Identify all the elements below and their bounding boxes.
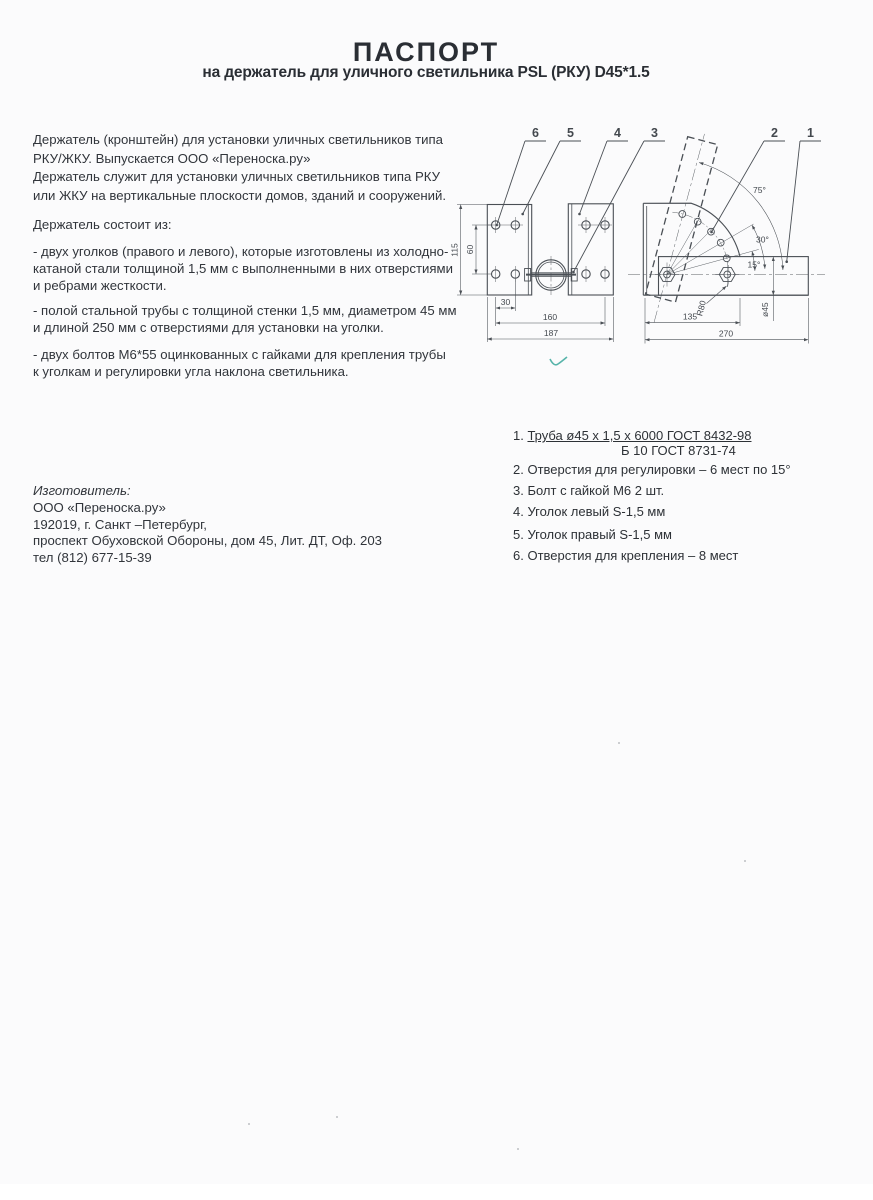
tube-tilted-dashed — [646, 134, 718, 322]
adjustment-holes — [679, 211, 730, 262]
callouts — [495, 126, 821, 273]
scan-speck — [618, 742, 620, 744]
page-subtitle: на держатель для уличного светильника PSL (РКУ) D45*1.5 — [202, 64, 650, 81]
manufacturer-label: Изготовитель: — [33, 483, 131, 498]
manufacturer-block — [33, 500, 382, 566]
manufacturer-line: тел (812) 677-15-39 — [33, 549, 152, 565]
scan-speck — [744, 860, 746, 862]
scan-speck — [248, 1123, 250, 1125]
bullet-bolts — [33, 347, 446, 381]
drawing-left-view — [450, 204, 613, 342]
intro-line: Держатель (кронштейн) для установки уличных светильников типа — [33, 132, 444, 147]
dim-187: 187 — [543, 328, 559, 338]
dim-270: 270 — [718, 328, 734, 339]
dim-135: 135 — [682, 311, 698, 322]
callout-1: 1 — [807, 126, 814, 140]
side-plate-outline — [643, 203, 740, 256]
intro-paragraph — [33, 131, 446, 205]
drawing-side-view — [628, 134, 825, 344]
bullet-line: к уголкам и регулировки угла наклона светильника. — [33, 363, 349, 379]
technical-drawing — [450, 115, 860, 365]
intro-line: или ЖКУ на вертикальные плоскости домов, зданий и сооружений. — [33, 187, 447, 203]
parts-item-4: 4. Уголок левый S-1,5 мм — [513, 504, 666, 519]
manufacturer-line: 192019, г. Санкт –Петербург, — [33, 516, 207, 532]
angle-rays — [667, 217, 759, 275]
intro-line: Держатель служит для установки уличных светильников типа РКУ — [33, 169, 440, 185]
manufacturer-line: ООО «Переноска.ру» — [33, 500, 166, 515]
page-title: ПАСПОРТ — [352, 37, 500, 67]
consists-heading: Держатель состоит из: — [33, 217, 172, 232]
callout-4: 4 — [614, 126, 621, 140]
bullet-line: и ребрами жесткости. — [33, 277, 167, 293]
parts-item-2: 2. Отверстия для регулировки – 6 мест по 15° — [513, 462, 791, 477]
manufacturer-line: проспект Обуховской Обороны, дом 45, Лит. ДТ, Оф. 203 — [33, 533, 383, 549]
second-bolt — [715, 263, 739, 287]
dim-diam45: ø45 — [760, 302, 770, 317]
angle-15: 15° — [747, 259, 761, 270]
dim-115: 115 — [450, 243, 460, 257]
scan-edge-bar — [88, 1186, 861, 1198]
intro-line: РКУ/ЖКУ. Выпускается ООО «Переноска.ру» — [33, 150, 311, 166]
bullet-line: - двух уголков (правого и левого), которые изготовлены из холодно- — [33, 244, 449, 259]
bullet-line: и длиной 250 мм с отверстиями для установки на уголки. — [33, 319, 384, 335]
callout-5: 5 — [567, 126, 574, 140]
callout-6: 6 — [532, 126, 539, 140]
parts-item-5: 5. Уголок правый S-1,5 мм — [513, 527, 672, 542]
dim-30: 30 — [500, 297, 511, 307]
bullet-tube — [33, 303, 457, 337]
parts-item-6: 6. Отверстия для крепления – 8 мест — [513, 548, 739, 563]
bullet-line: - полой стальной трубы с толщиной стенки 1,5 мм, диаметром 45 мм — [33, 303, 457, 318]
scan-speck — [336, 1116, 338, 1118]
angle-30: 30° — [756, 234, 769, 245]
bullet-line: - двух болтов М6*55 оцинкованных с гайками для крепления трубы — [33, 347, 446, 362]
parts-item-1-num: 1. — [513, 428, 524, 443]
mounting-holes — [488, 217, 612, 282]
bullet-angles — [33, 244, 453, 295]
scan-speck — [517, 1148, 519, 1150]
angle-dimension-arcs — [699, 163, 783, 271]
parts-item-1-name: Труба ø45 х 1,5 х 6000 ГОСТ 8432-98 — [527, 428, 752, 443]
callout-2: 2 — [771, 126, 778, 140]
parts-item-1-gost: Б 10 ГОСТ 8731-74 — [621, 443, 736, 458]
angle-75: 75° — [753, 185, 766, 195]
green-pen-mark — [547, 351, 573, 371]
callout-3: 3 — [651, 126, 658, 140]
parts-item-1 — [513, 428, 752, 443]
dim-r80: R80 — [694, 299, 708, 318]
parts-item-3: 3. Болт с гайкой М6 2 шт. — [513, 483, 665, 498]
bullet-line: катаной стали толщиной 1,5 мм с выполненными в них отверстиями — [33, 260, 453, 276]
dim-60: 60 — [465, 244, 475, 255]
dim-160: 160 — [542, 312, 558, 322]
